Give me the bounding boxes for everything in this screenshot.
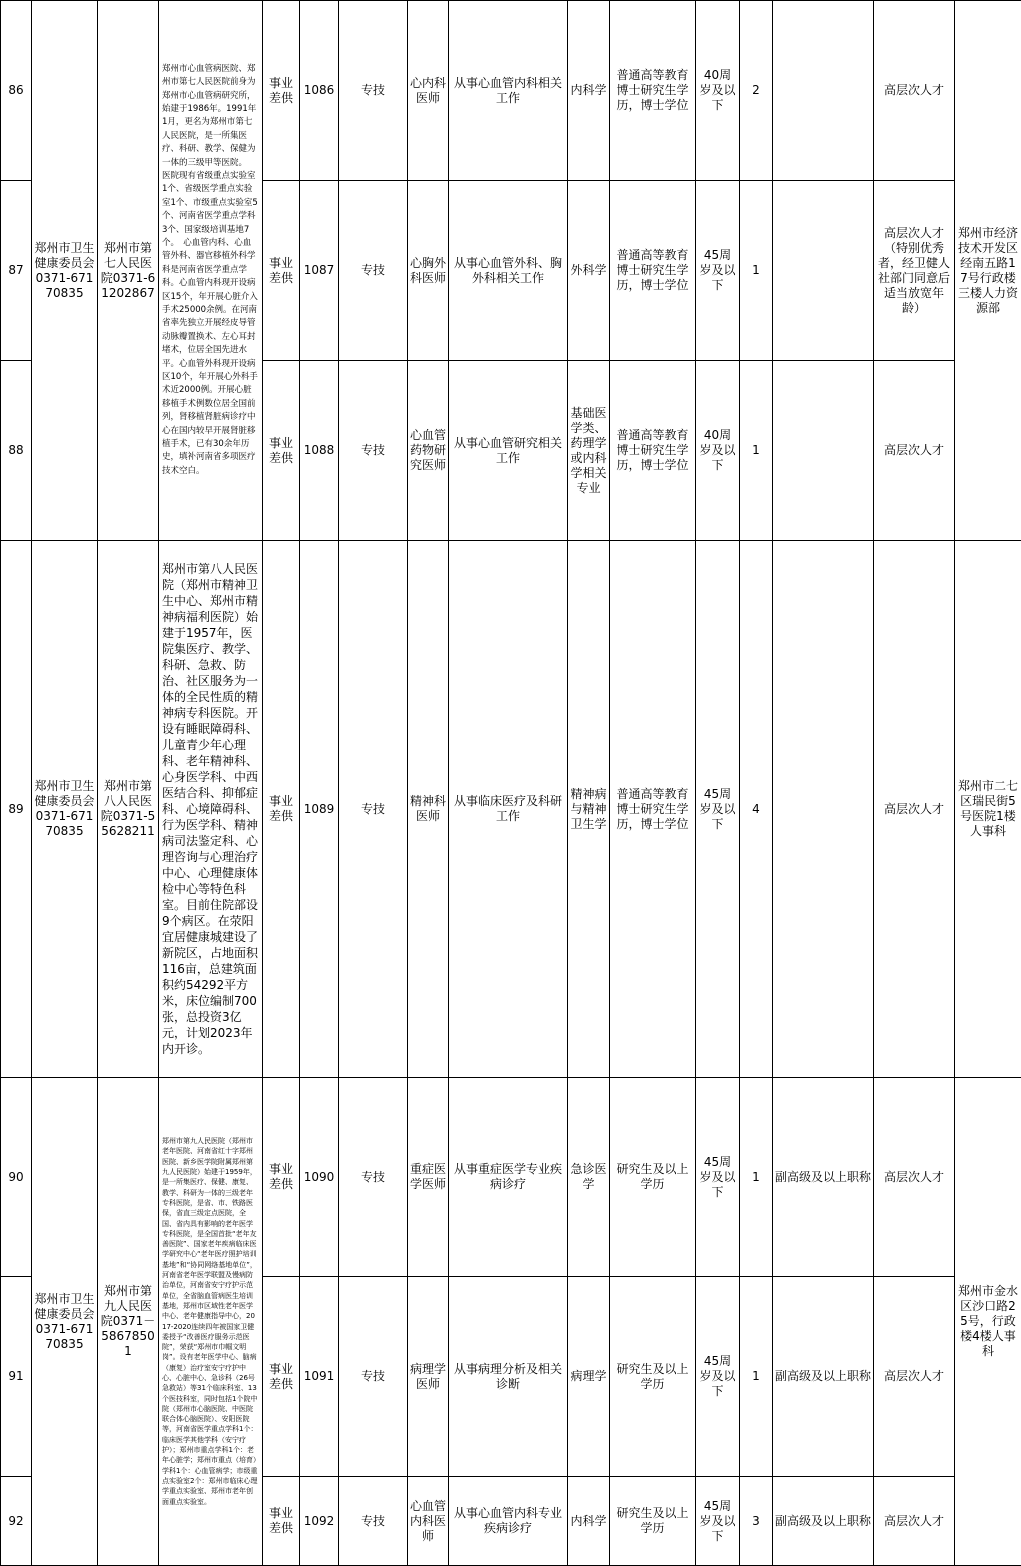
post-code-cell: 1091 [300,1277,339,1477]
unit-cell: 郑州市第七人民医院0371-61202867 [98,1,159,541]
table-row [1,541,1021,1078]
funding-cell: 事业差供 [263,1078,300,1277]
other-requirement-cell [773,1,874,181]
row-number: 88 [1,361,32,541]
age-cell: 45周岁及以下 [696,541,740,1078]
major-cell: 急诊医学 [568,1078,610,1277]
unit-cell: 郑州市第九人民医院0371－58678501 [98,1078,159,1566]
age-cell: 40周岁及以下 [696,361,740,541]
post-name-cell: 心血管药物研究医师 [408,361,449,541]
post-code-cell: 1087 [300,181,339,361]
employer-cell: 郑州市卫生健康委员会0371-67170835 [32,1,98,541]
age-cell: 45周岁及以下 [696,1477,740,1566]
unit-intro: 郑州市心血管病医院、郑州市第七人民医院前身为郑州市心血管病研究所，始建于1986年。1991年1月，更名为郑州市第七人民医院，是一所集医疗、科研、教学、保健为一体的三级甲等医院。 医院现有省级重点实验室1个、省级医学重点实验室1个、市级重点实验室5个、河南省医学重点学科3个、国家级培训基地7个。 心血管内科、心血管外科、器官移植外科学科是河南省医学重点学科。心血管内科现开设病区15个，年开展心脏介入手术25000余例。在河南省率先独立开展经皮导管动脉瓣置换术、左心耳封堵术，位居全国先进水平。心血管外科现开设病区10个，年开展心外科手术近2000例。开展心脏移植手术例数位居全国前列，肾移植肾脏病诊疗中心在国内较早开展肾脏移植手术，已有30余年历史，填补河南省多项医疗技术空白。 [159,1,263,541]
address-cell: 郑州市经济技术开发区经南五路17号行政楼三楼人力资源部 [955,1,1021,541]
unit-intro: 郑州市第八人民医院（郑州市精神卫生中心、郑州市精神病福利医院）始建于1957年，医院集医疗、教学、科研、急救、防治、社区服务为一体的全民性质的精神病专科医院。开设有睡眠障碍科、儿童青少年心理科、老年精神科、心身医学科、中西医结合科、抑郁症科、心境障碍科、行为医学科、精神病司法鉴定科、心理咨询与心理治疗中心、心理健康体检中心等特色科室。目前住院部设9个病区。在荥阳宜居健康城建设了新院区，占地面积116亩，总建筑面积约54292平方米，床位编制700张，总投资3亿元，计划2023年内开诊。 [159,541,263,1078]
post-code-cell: 1092 [300,1477,339,1566]
major-cell: 外科学 [568,181,610,361]
other-requirement-cell: 副高级及以上职称 [773,1277,874,1477]
post-category-cell: 专技 [339,1277,408,1477]
age-cell: 40周岁及以下 [696,1,740,181]
major-cell: 病理学 [568,1277,610,1477]
note-cell: 高层次人才 [874,361,955,541]
note-cell: 高层次人才 [874,1,955,181]
other-requirement-cell: 副高级及以上职称 [773,1477,874,1566]
funding-cell: 事业差供 [263,541,300,1078]
post-category-cell: 专技 [339,541,408,1078]
major-cell: 基础医学类、药理学或内科学相关专业 [568,361,610,541]
row-number: 87 [1,181,32,361]
row-number: 91 [1,1277,32,1477]
duty-cell: 从事心血管研究相关工作 [449,361,568,541]
funding-cell: 事业差供 [263,1277,300,1477]
duty-cell: 从事重症医学专业疾病诊疗 [449,1078,568,1277]
note-cell: 高层次人才 [874,541,955,1078]
other-requirement-cell [773,361,874,541]
major-cell: 内科学 [568,1477,610,1566]
funding-cell: 事业差供 [263,361,300,541]
count-cell: 4 [740,541,773,1078]
funding-cell: 事业差供 [263,1477,300,1566]
note-cell: 高层次人才 [874,1277,955,1477]
note-cell: 高层次人才（特别优秀者，经卫健人社部门同意后适当放宽年龄） [874,181,955,361]
duty-cell: 从事心血管内科相关工作 [449,1,568,181]
note-cell: 高层次人才 [874,1477,955,1566]
education-cell: 研究生及以上学历 [610,1078,696,1277]
education-cell: 研究生及以上学历 [610,1477,696,1566]
age-cell: 45周岁及以下 [696,181,740,361]
table-row [1,1078,1021,1277]
post-name-cell: 心胸外科医师 [408,181,449,361]
count-cell: 2 [740,1,773,181]
count-cell: 1 [740,1277,773,1477]
post-category-cell: 专技 [339,1477,408,1566]
funding-cell: 事业差供 [263,1,300,181]
duty-cell: 从事临床医疗及科研工作 [449,541,568,1078]
duty-cell: 从事心血管外科、胸外科相关工作 [449,181,568,361]
count-cell: 1 [740,1078,773,1277]
post-code-cell: 1086 [300,1,339,181]
funding-cell: 事业差供 [263,181,300,361]
post-name-cell: 重症医学医师 [408,1078,449,1277]
count-cell: 1 [740,361,773,541]
employer-cell: 郑州市卫生健康委员会0371-67170835 [32,1078,98,1566]
post-name-cell: 病理学医师 [408,1277,449,1477]
row-number: 86 [1,1,32,181]
other-requirement-cell [773,541,874,1078]
row-number: 92 [1,1477,32,1566]
post-code-cell: 1090 [300,1078,339,1277]
other-requirement-cell [773,181,874,361]
major-cell: 精神病与精神卫生学 [568,541,610,1078]
education-cell: 普通高等教育博士研究生学历，博士学位 [610,1,696,181]
post-name-cell: 心内科医师 [408,1,449,181]
unit-cell: 郑州市第八人民医院0371-55628211 [98,541,159,1078]
note-cell: 高层次人才 [874,1078,955,1277]
duty-cell: 从事心血管内科专业疾病诊疗 [449,1477,568,1566]
education-cell: 研究生及以上学历 [610,1277,696,1477]
other-requirement-cell: 副高级及以上职称 [773,1078,874,1277]
post-code-cell: 1088 [300,361,339,541]
table-row [1,1,1021,181]
post-name-cell: 心血管内科医师 [408,1477,449,1566]
duty-cell: 从事病理分析及相关诊断 [449,1277,568,1477]
address-cell: 郑州市金水区沙口路25号，行政楼4楼人事科 [955,1078,1021,1566]
education-cell: 普通高等教育博士研究生学历，博士学位 [610,181,696,361]
post-code-cell: 1089 [300,541,339,1078]
unit-intro: 郑州市第九人民医院（郑州市老年医院、河南省红十字郑州医院、新乡医学院附属郑州第九人民医院）始建于1959年，是一所集医疗、保健、康复、教学、科研为一体的三级老年专科医院，是省、市、铁路医保，省直三级定点医院，全国、省内具有影响的老年医学专科医院，是全国首批“老年友善医院”、国家老年疾病临床医学研究中心“老年医疗照护培训基地”和“协同网络基地单位”，河南省老年医学联盟及慢病防治单位，河南省安宁疗护示范单位，全省脑血管病医生培训基地，郑州市区域性老年医学中心、老年健康指导中心，2017-2020连续四年被国家卫健委授予“改善医疗服务示范医院”，荣获“郑州市巾帼文明岗”。设有老年医学中心、脑病（康复）治疗室安宁疗护中心、心脏中心、急诊科（26号急救站）等31个临床科室、13个医技科室，同时包括1个院中院（郑州市心脑医院、中医院联合体心脑医院）、安阳医院等，河南省医学重点学科1个：临床医学其他学科（安宁疗护）；郑州市重点学科1个：老年心脏学；郑州市重点（培育）学科1个：心血管病学；市级重点实验室2个：郑州市临床心理学重点实验室、郑州市老年创面重点实验室。 [159,1078,263,1566]
count-cell: 3 [740,1477,773,1566]
post-name-cell: 精神科医师 [408,541,449,1078]
count-cell: 1 [740,181,773,361]
education-cell: 普通高等教育博士研究生学历，博士学位 [610,361,696,541]
post-category-cell: 专技 [339,181,408,361]
post-category-cell: 专技 [339,361,408,541]
row-number: 89 [1,541,32,1078]
education-cell: 普通高等教育博士研究生学历，博士学位 [610,541,696,1078]
post-category-cell: 专技 [339,1,408,181]
address-cell: 郑州市二七区瑞民街5号医院1楼人事科 [955,541,1021,1078]
age-cell: 45周岁及以下 [696,1078,740,1277]
post-category-cell: 专技 [339,1078,408,1277]
row-number: 90 [1,1078,32,1277]
major-cell: 内科学 [568,1,610,181]
employer-cell: 郑州市卫生健康委员会0371-67170835 [32,541,98,1078]
age-cell: 45周岁及以下 [696,1277,740,1477]
